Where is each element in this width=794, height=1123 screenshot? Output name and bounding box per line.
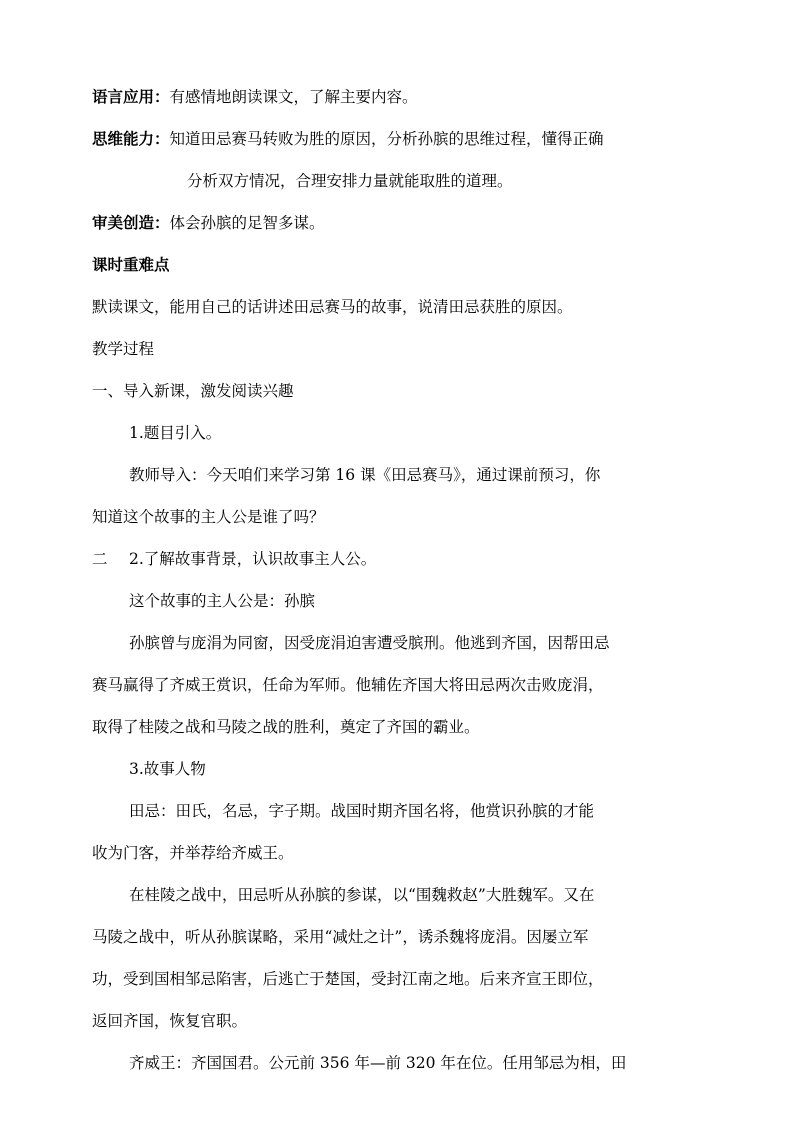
language-label: 语言应用： (92, 87, 170, 106)
aesthetic-text: 体会孙膑的足智多谋。 (169, 214, 325, 232)
thinking-text-1: 知道田忌赛马转败为胜的原因，分析孙膑的思维过程，懂得正确 (169, 130, 604, 148)
sunbin-bio-line1: 孙膑曾与庞涓为同窗，因受庞涓迫害遭受膑刑。他逃到齐国，因帮田忌 (129, 634, 610, 652)
teacher-intro-line1: 教师导入：今天咱们来学习第 16 课《田忌赛马》，通过课前预习，你 (129, 466, 601, 484)
aesthetic-label: 审美创造： (92, 213, 170, 232)
thinking-objective-line1 (92, 127, 717, 151)
king-line: 齐威王：齐国国君。公元前 356 年—前 320 年在位。任用邹忌为相，田 (129, 1054, 627, 1072)
sunbin-bio-line3: 取得了桂陵之战和马陵之战的胜利，奠定了齐国的霸业。 (92, 718, 480, 736)
tianji-line1: 田忌：田氏，名忌，字子期。战国时期齐国名将，他赏识孙膑的才能 (129, 802, 595, 820)
battle-line1: 在桂陵之战中，田忌听从孙膑的参谋，以“围魏救赵”大胜魏军。又在 (129, 886, 595, 904)
part-one-heading: 一、导入新课，激发阅读兴趣 (92, 382, 294, 400)
teacher-intro-line2: 知道这个故事的主人公是谁了吗？ (92, 508, 325, 526)
battle-line4: 返回齐国，恢复官职。 (92, 1012, 248, 1030)
key-points-text: 默读课文，能用自己的话讲述田忌赛马的故事，说清田忌获胜的原因。 (92, 298, 573, 316)
battle-line3: 功，受到国相邹忌陷害，后逃亡于楚国，受封江南之地。后来齐宣王即位， (92, 970, 604, 988)
protagonist-line: 这个故事的主人公是：孙膑 (129, 592, 316, 610)
part-two-prefix: 二 (92, 550, 108, 568)
key-points-heading: 课时重难点 (92, 255, 170, 274)
language-text: 有感情地朗读课文，了解主要内容。 (169, 88, 418, 106)
item-three: 3.故事人物 (129, 760, 206, 778)
thinking-objective-line2: 分析双方情况，合理安排力量就能取胜的道理。 (187, 172, 513, 190)
language-objective (92, 85, 717, 109)
sunbin-bio-line2: 赛马赢得了齐威王赏识，任命为军师。他辅佐齐国大将田忌两次击败庞涓， (92, 676, 604, 694)
aesthetic-objective (92, 211, 717, 235)
part-two-line (92, 547, 717, 571)
process-heading: 教学过程 (92, 340, 155, 358)
thinking-label: 思维能力： (92, 129, 170, 148)
battle-line2: 马陵之战中，听从孙膑谋略，采用“减灶之计”，诱杀魏将庞涓。因屡立军 (92, 928, 589, 946)
item-one: 1.题目引入。 (129, 424, 222, 442)
tianji-line2: 收为门客，并举荐给齐威王。 (92, 844, 294, 862)
item-two: 2.了解故事背景，认识故事主人公。 (129, 550, 377, 568)
